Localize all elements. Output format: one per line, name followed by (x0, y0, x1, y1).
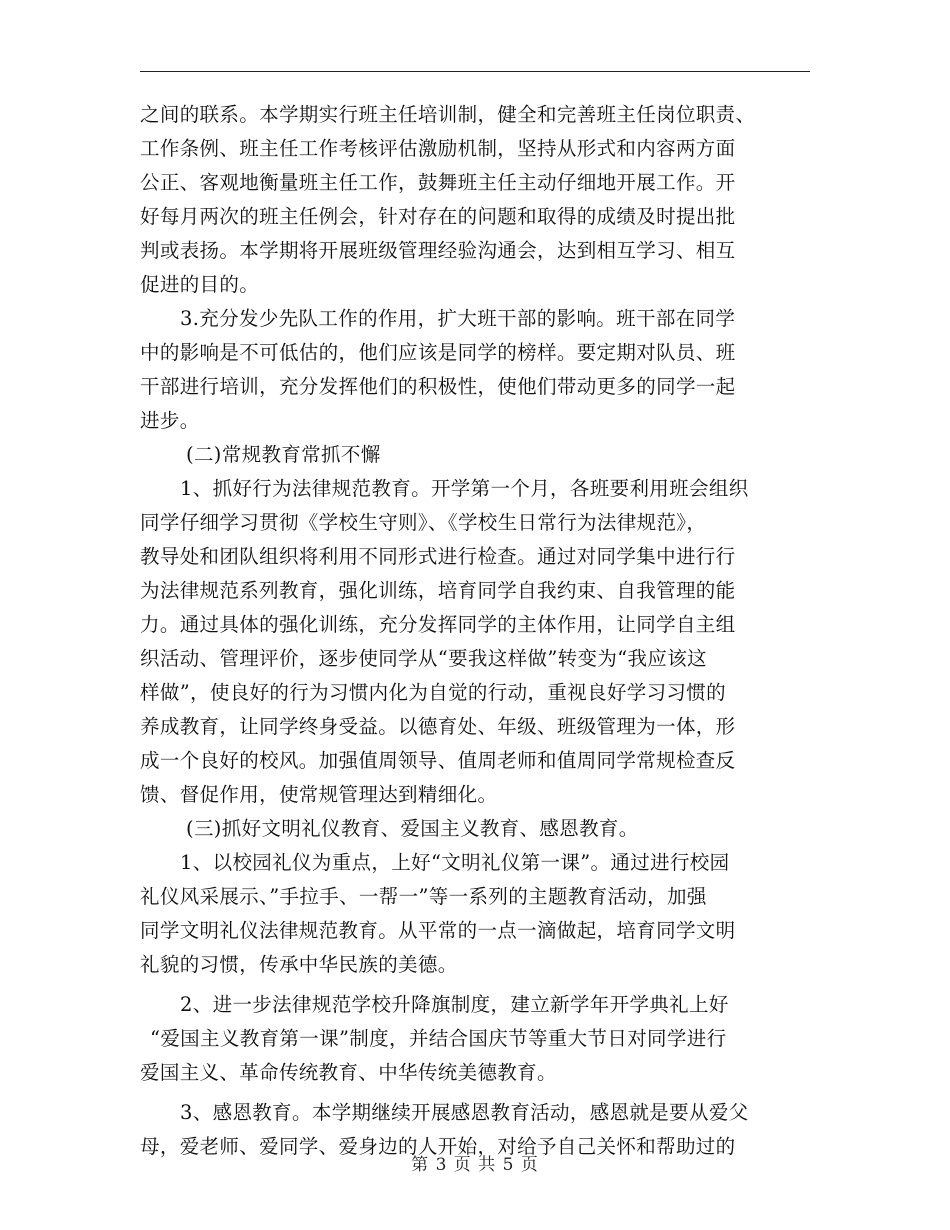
text-line: 力。通过具体的强化训练，充分发挥同学的主体作用，让同学自主组 (140, 613, 736, 636)
paragraph-start-line: 2、进一步法律规范学校升降旗制度，建立新学年开学典礼上好 (180, 993, 729, 1016)
text-line: 爱国主义、革命传统教育、中华传统美德教育。 (140, 1061, 557, 1084)
text-line: 样做”，使良好的行为习惯内化为自觉的行动，重视良好学习习惯的 (140, 681, 726, 704)
text-line: 为法律规范系列教育，强化训练，培育同学自我约束、自我管理的能 (140, 579, 736, 602)
text-line: 进步。 (140, 409, 200, 432)
paragraph-start-line: 3、感恩教育。本学期继续开展感恩教育活动，感恩就是要从爱父 (180, 1101, 749, 1124)
document-body (140, 98, 830, 1164)
text-line: 教导处和团队组织将利用不同形式进行检查。通过对同学集中进行行 (140, 545, 736, 568)
paragraph-start-line: 3.充分发少先队工作的作用，扩大班干部的影响。班干部在同学 (180, 307, 736, 330)
text-line: 中的影响是不可低估的，他们应该是同学的榜样。要定期对队员、班 (140, 341, 736, 364)
section-heading: (三)抓好文明礼仪教育、爱国主义教育、感恩教育。 (186, 817, 639, 840)
text-line: 工作条例、班主任工作考核评估激励机制，坚持从形式和内容两方面 (140, 137, 736, 160)
text-line: 礼仪风采展示、”手拉手、一帮一”等一系列的主题教育活动，加强 (140, 885, 707, 908)
text-line: 同学文明礼仪法律规范教育。从平常的一点一滴做起，培育同学文明 (140, 919, 736, 942)
text-line: 公正、客观地衡量班主任工作，鼓舞班主任主动仔细地开展工作。开 (140, 171, 736, 194)
section-heading: (二)常规教育常抓不懈 (186, 443, 381, 466)
paragraph-start-line: 1、以校园礼仪为重点，上好“文明礼仪第一课”。通过进行校园 (180, 851, 730, 874)
header-rule (140, 71, 810, 72)
text-line: 养成教育，让同学终身受益。以德育处、年级、班级管理为一体，形 (140, 715, 736, 738)
text-line: “爱国主义教育第一课”制度，并结合国庆节等重大节日对同学进行 (150, 1027, 727, 1050)
text-line: 好每月两次的班主任例会，针对存在的问题和取得的成绩及时提出批 (140, 205, 736, 228)
text-line: 成一个良好的校风。加强值周领导、值周老师和值周同学常规检查反 (140, 749, 736, 772)
text-line: 干部进行培训，充分发挥他们的积极性，使他们带动更多的同学一起 (140, 375, 736, 398)
text-line: 馈、督促作用，使常规管理达到精细化。 (140, 783, 498, 806)
text-line: 促进的目的。 (140, 273, 260, 296)
text-line: 之间的联系。本学期实行班主任培训制，健全和完善班主任岗位职责、 (140, 103, 756, 126)
text-line: 判或表扬。本学期将开展班级管理经验沟通会，达到相互学习、相互 (140, 239, 736, 262)
text-line: 同学仔细学习贯彻《学校生守则》、《学校生日常行为法律规范》， (140, 511, 707, 534)
page-number-footer: 第 3 页 共 5 页 (411, 1155, 539, 1175)
text-line: 母，爱老师、爱同学、爱身边的人开始，对给予自己关怀和帮助过的 (140, 1135, 736, 1158)
text-line: 礼貌的习惯，传承中华民族的美德。 (140, 953, 458, 976)
text-line: 织活动、管理评价，逐步使同学从“要我这样做”转变为“我应该这 (140, 647, 707, 670)
paragraph-start-line: 1、抓好行为法律规范教育。开学第一个月，各班要利用班会组织 (180, 477, 749, 500)
